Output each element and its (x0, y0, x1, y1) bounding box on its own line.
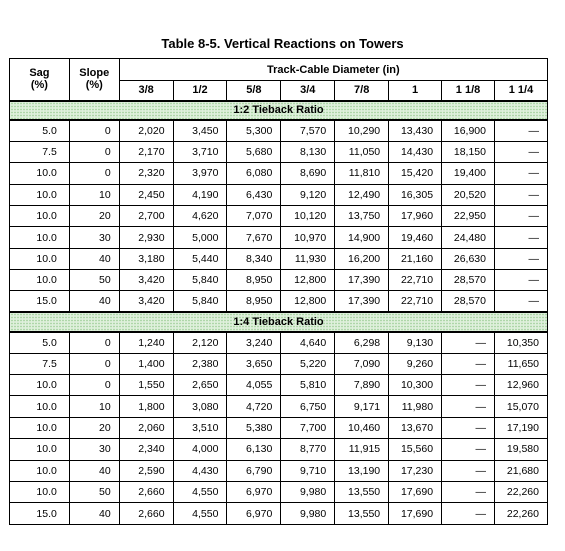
table-row (10, 503, 548, 525)
reaction-cell: 12,800 (281, 270, 335, 291)
reaction-cell: 13,670 (389, 417, 442, 438)
slope-label: Slope (79, 67, 110, 80)
reaction-cell: — (442, 353, 495, 374)
reaction-cell: 9,260 (389, 353, 442, 374)
reaction-cell: — (494, 184, 547, 205)
reaction-cell: 4,550 (173, 481, 227, 502)
reaction-cell: — (442, 460, 495, 481)
reaction-cell: 7,090 (335, 353, 389, 374)
reaction-cell: 8,340 (227, 248, 281, 269)
reaction-cell: 6,750 (281, 396, 335, 417)
reaction-cell: 28,570 (442, 270, 495, 291)
reaction-cell: 4,720 (227, 396, 281, 417)
slope-cell: 10 (69, 396, 119, 417)
reaction-cell: 17,390 (335, 270, 389, 291)
reaction-cell: 1,550 (119, 375, 173, 396)
table-row (10, 375, 548, 396)
sag-label: Sag (29, 67, 50, 80)
reaction-cell: 5,810 (281, 375, 335, 396)
diameter-header: 3/4 (281, 81, 335, 101)
diameter-header: 1 1/8 (442, 81, 495, 101)
table-row (10, 184, 548, 205)
reaction-cell: 4,190 (173, 184, 227, 205)
reaction-cell: 6,130 (227, 439, 281, 460)
reaction-cell: 9,120 (281, 184, 335, 205)
reaction-cell: 4,640 (281, 332, 335, 353)
reaction-cell: 13,550 (335, 503, 389, 525)
reaction-cell: 18,150 (442, 141, 495, 162)
reaction-cell: — (442, 332, 495, 353)
reaction-cell: 7,700 (281, 417, 335, 438)
reaction-cell: 22,260 (494, 503, 547, 525)
reaction-cell: 4,000 (173, 439, 227, 460)
table-row (10, 439, 548, 460)
reaction-cell: 4,620 (173, 205, 227, 226)
reaction-cell: 4,430 (173, 460, 227, 481)
reaction-cell: 17,690 (389, 503, 442, 525)
reaction-cell: 12,490 (335, 184, 389, 205)
reaction-cell: 3,650 (227, 353, 281, 374)
sag-cell: 10.0 (10, 417, 70, 438)
sag-cell: 15.0 (10, 291, 70, 312)
table-title: Table 8-5. Vertical Reactions on Towers (161, 36, 404, 51)
reaction-cell: — (442, 375, 495, 396)
reaction-cell: 2,060 (119, 417, 173, 438)
reaction-cell: 19,400 (442, 163, 495, 184)
reaction-cell: 7,670 (227, 227, 281, 248)
reaction-cell: 2,930 (119, 227, 173, 248)
table-row (10, 481, 548, 502)
reaction-cell: 2,380 (173, 353, 227, 374)
reaction-cell: 19,460 (389, 227, 442, 248)
reaction-cell: 15,070 (494, 396, 547, 417)
sag-cell: 7.5 (10, 141, 70, 162)
reaction-cell: — (494, 141, 547, 162)
reaction-cell: 1,800 (119, 396, 173, 417)
reaction-cell: 7,890 (335, 375, 389, 396)
reaction-cell: 10,970 (281, 227, 335, 248)
reaction-cell: 7,070 (227, 205, 281, 226)
reaction-cell: 2,660 (119, 503, 173, 525)
reaction-cell: 8,950 (227, 291, 281, 312)
reaction-cell: 9,980 (281, 503, 335, 525)
table-row (10, 417, 548, 438)
sag-cell: 10.0 (10, 248, 70, 269)
reaction-cell: 9,130 (389, 332, 442, 353)
diameter-group-header: Track-Cable Diameter (in) (119, 59, 547, 81)
slope-cell: 40 (69, 503, 119, 525)
reaction-cell: 2,650 (173, 375, 227, 396)
reaction-cell: 7,570 (281, 120, 335, 141)
reaction-cell: — (494, 291, 547, 312)
reaction-cell: 11,915 (335, 439, 389, 460)
reaction-cell: 11,650 (494, 353, 547, 374)
reaction-cell: 11,810 (335, 163, 389, 184)
slope-cell: 30 (69, 439, 119, 460)
reaction-cell: 3,420 (119, 270, 173, 291)
diameter-header: 7/8 (335, 81, 389, 101)
reaction-cell: — (442, 503, 495, 525)
reaction-cell: — (494, 248, 547, 269)
reaction-cell: 13,430 (389, 120, 442, 141)
slope-cell: 40 (69, 291, 119, 312)
slope-cell: 30 (69, 227, 119, 248)
reaction-cell: 2,340 (119, 439, 173, 460)
reaction-cell: 8,770 (281, 439, 335, 460)
reaction-cell: 6,970 (227, 503, 281, 525)
reaction-cell: 5,380 (227, 417, 281, 438)
diameter-header: 3/8 (119, 81, 173, 101)
reaction-cell: 3,180 (119, 248, 173, 269)
reaction-cell: 11,980 (389, 396, 442, 417)
sag-cell: 10.0 (10, 184, 70, 205)
reaction-cell: 19,580 (494, 439, 547, 460)
reaction-cell: 2,020 (119, 120, 173, 141)
slope-cell: 0 (69, 332, 119, 353)
table-row (10, 227, 548, 248)
reaction-cell: 8,950 (227, 270, 281, 291)
reaction-cell: 28,570 (442, 291, 495, 312)
reaction-cell: 3,450 (173, 120, 227, 141)
slope-unit: (%) (85, 79, 103, 92)
reaction-cell: 15,420 (389, 163, 442, 184)
slope-cell: 0 (69, 163, 119, 184)
reaction-cell: 17,230 (389, 460, 442, 481)
reaction-cell: 2,170 (119, 141, 173, 162)
reaction-cell: 6,080 (227, 163, 281, 184)
table-row (10, 248, 548, 269)
reaction-cell: 5,300 (227, 120, 281, 141)
reaction-cell: — (442, 481, 495, 502)
reaction-cell: 5,840 (173, 270, 227, 291)
table-row (10, 141, 548, 162)
reaction-cell: 4,055 (227, 375, 281, 396)
reaction-cell: 11,050 (335, 141, 389, 162)
table-row (10, 353, 548, 374)
reaction-cell: 17,960 (389, 205, 442, 226)
reaction-cell: — (442, 396, 495, 417)
reaction-cell: 10,300 (389, 375, 442, 396)
reaction-cell: 14,900 (335, 227, 389, 248)
reaction-cell: 14,430 (389, 141, 442, 162)
reaction-cell: 15,560 (389, 439, 442, 460)
reaction-cell: 5,000 (173, 227, 227, 248)
slope-cell: 20 (69, 417, 119, 438)
reaction-cell: 21,160 (389, 248, 442, 269)
reaction-cell: — (494, 270, 547, 291)
reaction-cell: 3,420 (119, 291, 173, 312)
section-header-row (10, 312, 548, 331)
reaction-cell: 9,710 (281, 460, 335, 481)
sag-cell: 10.0 (10, 270, 70, 291)
reaction-cell: 2,320 (119, 163, 173, 184)
slope-cell: 10 (69, 184, 119, 205)
reaction-cell: — (494, 205, 547, 226)
slope-cell: 40 (69, 460, 119, 481)
reaction-cell: 16,200 (335, 248, 389, 269)
slope-cell: 0 (69, 375, 119, 396)
sag-cell: 10.0 (10, 396, 70, 417)
reaction-cell: — (442, 417, 495, 438)
reaction-cell: 3,510 (173, 417, 227, 438)
sag-cell: 10.0 (10, 460, 70, 481)
reaction-cell: 10,460 (335, 417, 389, 438)
sag-header (10, 59, 70, 101)
table-row (10, 205, 548, 226)
reaction-cell: 21,680 (494, 460, 547, 481)
table-row (10, 332, 548, 353)
reaction-cell: 3,240 (227, 332, 281, 353)
diameter-header: 1 1/4 (494, 81, 547, 101)
table-row (10, 460, 548, 481)
reaction-cell: — (442, 439, 495, 460)
sag-cell: 10.0 (10, 375, 70, 396)
reaction-cell: — (494, 120, 547, 141)
table-row (10, 163, 548, 184)
slope-cell: 0 (69, 353, 119, 374)
table-row (10, 291, 548, 312)
reaction-cell: 24,480 (442, 227, 495, 248)
reaction-cell: 2,590 (119, 460, 173, 481)
reaction-cell: 17,190 (494, 417, 547, 438)
slope-cell: 40 (69, 248, 119, 269)
sag-unit: (%) (30, 79, 48, 92)
reaction-cell: 10,290 (335, 120, 389, 141)
reaction-cell: 2,700 (119, 205, 173, 226)
diameter-header: 5/8 (227, 81, 281, 101)
slope-cell: 50 (69, 270, 119, 291)
reaction-cell: 5,220 (281, 353, 335, 374)
reaction-cell: 8,130 (281, 141, 335, 162)
sag-cell: 7.5 (10, 353, 70, 374)
table-row (10, 270, 548, 291)
vertical-reactions-table (9, 58, 548, 525)
reaction-cell: 22,260 (494, 481, 547, 502)
section-label: 1:4 Tieback Ratio (10, 312, 548, 331)
reaction-cell: 1,240 (119, 332, 173, 353)
section-label: 1:2 Tieback Ratio (10, 101, 548, 120)
reaction-cell: 22,710 (389, 291, 442, 312)
diameter-header: 1/2 (173, 81, 227, 101)
reaction-cell: 16,900 (442, 120, 495, 141)
sag-cell: 10.0 (10, 205, 70, 226)
slope-cell: 20 (69, 205, 119, 226)
reaction-cell: 6,790 (227, 460, 281, 481)
sag-cell: 15.0 (10, 503, 70, 525)
reaction-cell: 10,350 (494, 332, 547, 353)
slope-cell: 50 (69, 481, 119, 502)
reaction-cell: 12,800 (281, 291, 335, 312)
reaction-cell: 22,950 (442, 205, 495, 226)
slope-header (69, 59, 119, 101)
reaction-cell: 1,400 (119, 353, 173, 374)
reaction-cell: 2,450 (119, 184, 173, 205)
diameter-header: 1 (389, 81, 442, 101)
reaction-cell: 6,970 (227, 481, 281, 502)
reaction-cell: 3,970 (173, 163, 227, 184)
sag-cell: 10.0 (10, 481, 70, 502)
reaction-cell: 2,660 (119, 481, 173, 502)
sag-cell: 5.0 (10, 332, 70, 353)
reaction-cell: 11,930 (281, 248, 335, 269)
section-header-row (10, 101, 548, 120)
reaction-cell: 17,390 (335, 291, 389, 312)
reaction-cell: 9,171 (335, 396, 389, 417)
reaction-cell: 3,710 (173, 141, 227, 162)
sag-cell: 10.0 (10, 439, 70, 460)
reaction-cell: 6,430 (227, 184, 281, 205)
reaction-cell: 22,710 (389, 270, 442, 291)
reaction-cell: 8,690 (281, 163, 335, 184)
reaction-cell: 4,550 (173, 503, 227, 525)
reaction-cell: 5,840 (173, 291, 227, 312)
reaction-cell: 2,120 (173, 332, 227, 353)
reaction-cell: 13,190 (335, 460, 389, 481)
reaction-cell: 5,440 (173, 248, 227, 269)
reaction-cell: 10,120 (281, 205, 335, 226)
reaction-cell: — (494, 227, 547, 248)
sag-cell: 10.0 (10, 227, 70, 248)
table-row (10, 396, 548, 417)
reaction-cell: 6,298 (335, 332, 389, 353)
table-row (10, 120, 548, 141)
reaction-cell: 16,305 (389, 184, 442, 205)
reaction-cell: 17,690 (389, 481, 442, 502)
sag-cell: 10.0 (10, 163, 70, 184)
reaction-cell: 26,630 (442, 248, 495, 269)
reaction-cell: 13,750 (335, 205, 389, 226)
reaction-cell: 9,980 (281, 481, 335, 502)
reaction-cell: 20,520 (442, 184, 495, 205)
sag-cell: 5.0 (10, 120, 70, 141)
reaction-cell: 5,680 (227, 141, 281, 162)
slope-cell: 0 (69, 120, 119, 141)
reaction-cell: 13,550 (335, 481, 389, 502)
reaction-cell: — (494, 163, 547, 184)
reaction-cell: 12,960 (494, 375, 547, 396)
slope-cell: 0 (69, 141, 119, 162)
reaction-cell: 3,080 (173, 396, 227, 417)
